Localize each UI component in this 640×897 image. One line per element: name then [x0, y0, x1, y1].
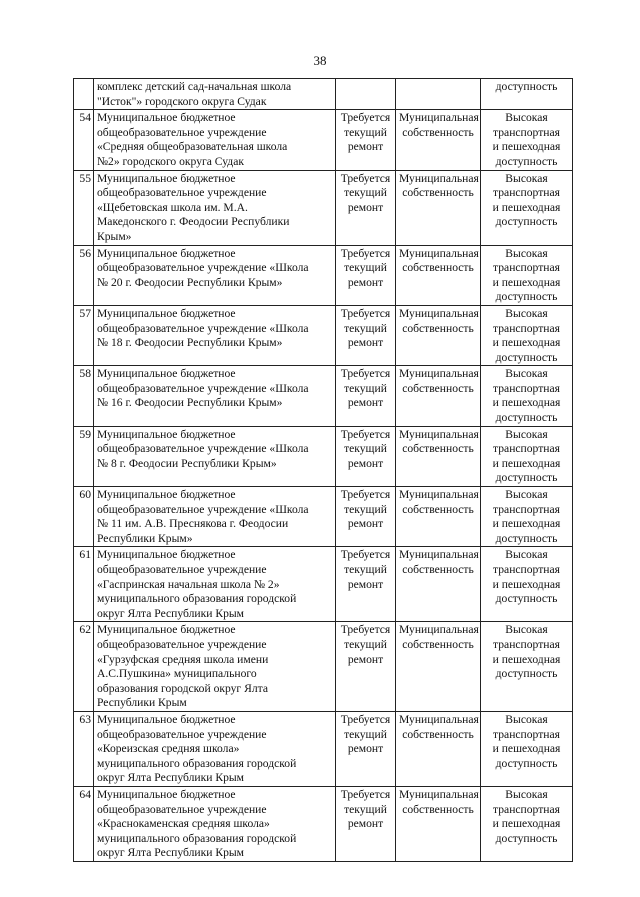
school-name-cell	[94, 170, 336, 245]
cell-line: Высокая	[505, 787, 548, 801]
cell-line: Муниципальное бюджетное	[97, 306, 236, 320]
cell-line: Муниципальная	[399, 548, 479, 562]
row-number-cell: 55	[74, 170, 94, 245]
work-required-cell	[336, 366, 396, 426]
work-required-cell	[336, 547, 396, 622]
cell-line: ремонт	[347, 742, 384, 756]
cell-line: округ Ялта Республики Крым	[97, 606, 245, 620]
cell-line: и пешеходная	[492, 456, 561, 470]
cell-line: «Краснокаменская средняя школа»	[97, 817, 270, 831]
cell-line: собственность	[402, 637, 474, 651]
cell-line: Муниципальная	[399, 712, 479, 726]
reason-cell	[481, 487, 573, 547]
cell-line: образования городской округ Ялта	[97, 681, 268, 695]
reason-cell	[481, 547, 573, 622]
row-number-cell: 62	[74, 622, 94, 712]
cell-line: «Средняя общеобразовательная школа	[97, 140, 288, 154]
table-row	[74, 487, 573, 547]
cell-line: общеобразовательное учреждение «Школа	[97, 321, 309, 335]
cell-line: и пешеходная	[492, 336, 561, 350]
school-name-cell	[94, 245, 336, 305]
work-required-cell	[336, 711, 396, 786]
cell-line: собственность	[402, 321, 474, 335]
cell-line: округ Ялта Республики Крым	[97, 846, 245, 860]
cell-line: Муниципальное бюджетное	[97, 367, 236, 381]
cell-line: собственность	[402, 802, 474, 816]
work-required-cell	[336, 170, 396, 245]
cell-line: ремонт	[347, 577, 384, 591]
cell-line: текущий	[344, 261, 387, 275]
cell-line: ремонт	[347, 817, 384, 831]
cell-line: доступность	[495, 592, 558, 606]
cell-line: Муниципальное бюджетное	[97, 712, 236, 726]
cell-line: текущий	[344, 125, 387, 139]
cell-line: Муниципальная	[399, 367, 479, 381]
cell-line: и пешеходная	[492, 275, 561, 289]
school-name-cell	[94, 110, 336, 170]
table-row	[74, 547, 573, 622]
cell-line: муниципального образования городской	[97, 592, 297, 606]
cell-line: Высокая	[505, 111, 548, 125]
ownership-cell	[396, 245, 481, 305]
cell-line: № 11 им. А.В. Преснякова г. Феодосии	[97, 517, 289, 531]
ownership-cell	[396, 622, 481, 712]
cell-line: общеобразовательное учреждение «Школа	[97, 261, 309, 275]
cell-line: транспортная	[493, 563, 560, 576]
cell-line: текущий	[344, 563, 387, 576]
cell-line: общеобразовательное учреждение	[97, 727, 267, 741]
ownership-cell	[396, 110, 481, 170]
cell-line: транспортная	[493, 442, 560, 456]
school-name-cell	[94, 622, 336, 712]
page-number: 38	[313, 53, 327, 68]
cell-line: доступность	[495, 411, 558, 425]
cell-line: Крым»	[97, 229, 132, 243]
cell-line: собственность	[402, 563, 474, 576]
cell-line: доступность	[495, 471, 558, 485]
school-name-cell	[94, 305, 336, 365]
cell-line: Высокая	[505, 623, 548, 637]
school-name-cell	[94, 487, 336, 547]
cell-line: Требуется	[340, 427, 391, 441]
reason-cell	[481, 622, 573, 712]
table-row	[74, 426, 573, 486]
cell-line: и пешеходная	[492, 742, 561, 756]
cell-line: Муниципальная	[399, 623, 479, 637]
cell-line: Муниципальное бюджетное	[97, 111, 236, 125]
cell-line: общеобразовательное учреждение	[97, 563, 267, 576]
table-row	[74, 170, 573, 245]
cell-line: Муниципальное бюджетное	[97, 246, 236, 260]
cell-line: текущий	[344, 802, 387, 816]
cell-line: Высокая	[505, 171, 548, 185]
reason-cell	[481, 711, 573, 786]
cell-line: «Гурзуфская средняя школа имени	[97, 652, 269, 666]
cell-line: Требуется	[340, 548, 391, 562]
cell-line: доступность	[495, 667, 558, 681]
school-name-cell	[94, 426, 336, 486]
cell-line: Высокая	[505, 712, 548, 726]
ownership-cell	[396, 786, 481, 861]
cell-line: общеобразовательное учреждение «Школа	[97, 442, 309, 456]
table-row	[74, 245, 573, 305]
cell-line: собственность	[402, 125, 474, 139]
row-number-cell: 63	[74, 711, 94, 786]
cell-line: транспортная	[493, 637, 560, 651]
row-number-cell: 59	[74, 426, 94, 486]
work-required-cell	[336, 487, 396, 547]
cell-line: общеобразовательное учреждение	[97, 637, 267, 651]
table-body	[74, 79, 573, 862]
cell-line: текущий	[344, 321, 387, 335]
cell-line: Требуется	[340, 488, 391, 502]
cell-line: доступность	[495, 831, 558, 845]
cell-line: ремонт	[347, 336, 384, 350]
cell-line: текущий	[344, 637, 387, 651]
row-number-cell: 61	[74, 547, 94, 622]
table-row	[74, 110, 573, 170]
school-name-cell	[94, 711, 336, 786]
cell-line: «Гаспринская начальная школа № 2»	[97, 577, 280, 591]
cell-line: текущий	[344, 381, 387, 395]
cell-line: Македонского г. Феодосии Республики	[97, 215, 290, 229]
cell-line: общеобразовательное учреждение «Школа	[97, 381, 309, 395]
cell-line: собственность	[402, 442, 474, 456]
cell-line: муниципального образования городской	[97, 756, 297, 770]
ownership-cell	[396, 170, 481, 245]
cell-line: общеобразовательное учреждение	[97, 125, 267, 139]
cell-line: транспортная	[493, 727, 560, 741]
school-name-cell	[94, 79, 336, 110]
cell-line: Требуется	[340, 712, 391, 726]
cell-line: №2» городского округа Судак	[97, 154, 244, 168]
cell-line: Муниципальное бюджетное	[97, 548, 236, 562]
schools-table	[73, 78, 573, 862]
reason-cell	[481, 170, 573, 245]
cell-line: ремонт	[347, 140, 384, 154]
cell-line: текущий	[344, 727, 387, 741]
cell-line: доступность	[495, 350, 558, 364]
cell-line: "Исток"» городского округа Судак	[97, 94, 267, 108]
cell-line: собственность	[402, 186, 474, 200]
cell-line: № 16 г. Феодосии Республики Крым»	[97, 396, 283, 410]
table-row	[74, 366, 573, 426]
cell-line: собственность	[402, 502, 474, 516]
ownership-cell	[396, 426, 481, 486]
cell-line: Высокая	[505, 427, 548, 441]
cell-line: Муниципальное бюджетное	[97, 427, 236, 441]
row-number-cell: 58	[74, 366, 94, 426]
cell-line: Муниципальная	[399, 427, 479, 441]
cell-line: Муниципальная	[399, 306, 479, 320]
cell-line: ремонт	[347, 652, 384, 666]
ownership-cell	[396, 711, 481, 786]
cell-line: Муниципальная	[399, 111, 479, 125]
school-name-cell	[94, 786, 336, 861]
cell-line: А.С.Пушкина» муниципального	[97, 667, 257, 681]
work-required-cell	[336, 245, 396, 305]
cell-line: № 20 г. Феодосии Республики Крым»	[97, 275, 283, 289]
ownership-cell	[396, 547, 481, 622]
cell-line: комплекс детский сад-начальная школа	[97, 80, 292, 93]
cell-line: и пешеходная	[492, 140, 561, 154]
work-required-cell	[336, 786, 396, 861]
cell-line: Муниципальная	[399, 246, 479, 260]
cell-line: муниципального образования городской	[97, 831, 297, 845]
cell-line: Республики Крым	[97, 696, 187, 710]
work-required-cell	[336, 79, 396, 110]
ownership-cell	[396, 305, 481, 365]
cell-line: общеобразовательное учреждение	[97, 802, 267, 816]
cell-line: Требуется	[340, 171, 391, 185]
ownership-cell	[396, 487, 481, 547]
cell-line: текущий	[344, 442, 387, 456]
cell-line: доступность	[495, 215, 558, 229]
cell-line: Высокая	[505, 548, 548, 562]
cell-line: округ Ялта Республики Крым	[97, 771, 245, 785]
cell-line: общеобразовательное учреждение	[97, 186, 267, 200]
cell-line: Высокая	[505, 488, 548, 502]
cell-line: Высокая	[505, 306, 548, 320]
cell-line: транспортная	[493, 381, 560, 395]
cell-line: транспортная	[493, 502, 560, 516]
cell-line: Муниципальное бюджетное	[97, 171, 236, 185]
cell-line: текущий	[344, 186, 387, 200]
work-required-cell	[336, 110, 396, 170]
work-required-cell	[336, 622, 396, 712]
school-name-cell	[94, 547, 336, 622]
cell-line: Требуется	[340, 787, 391, 801]
cell-line: № 8 г. Феодосии Республики Крым»	[97, 456, 277, 470]
cell-line: «Кореизская средняя школа»	[97, 742, 240, 756]
cell-line: текущий	[344, 502, 387, 516]
reason-cell	[481, 79, 573, 110]
table-row	[74, 786, 573, 861]
cell-line: доступность	[495, 80, 558, 93]
cell-line: ремонт	[347, 517, 384, 531]
reason-cell	[481, 305, 573, 365]
cell-line: и пешеходная	[492, 517, 561, 531]
cell-line: и пешеходная	[492, 817, 561, 831]
table-row	[74, 711, 573, 786]
cell-line: Муниципальное бюджетное	[97, 623, 236, 637]
cell-line: ремонт	[347, 200, 384, 214]
table-row	[74, 305, 573, 365]
cell-line: транспортная	[493, 261, 560, 275]
cell-line: Высокая	[505, 367, 548, 381]
row-number-cell	[74, 79, 94, 110]
cell-line: Требуется	[340, 623, 391, 637]
cell-line: и пешеходная	[492, 396, 561, 410]
cell-line: Муниципальная	[399, 787, 479, 801]
reason-cell	[481, 426, 573, 486]
cell-line: Муниципальное бюджетное	[97, 787, 236, 801]
cell-line: № 18 г. Феодосии Республики Крым»	[97, 336, 283, 350]
row-number-cell: 60	[74, 487, 94, 547]
cell-line: Высокая	[505, 246, 548, 260]
ownership-cell	[396, 366, 481, 426]
cell-line: Муниципальная	[399, 171, 479, 185]
table-row	[74, 622, 573, 712]
cell-line: Требуется	[340, 111, 391, 125]
reason-cell	[481, 245, 573, 305]
cell-line: транспортная	[493, 321, 560, 335]
cell-line: Республики Крым»	[97, 531, 193, 545]
cell-line: ремонт	[347, 456, 384, 470]
cell-line: собственность	[402, 261, 474, 275]
cell-line: Муниципальная	[399, 488, 479, 502]
work-required-cell	[336, 426, 396, 486]
cell-line: доступность	[495, 154, 558, 168]
cell-line: собственность	[402, 727, 474, 741]
cell-line: транспортная	[493, 125, 560, 139]
cell-line: общеобразовательное учреждение «Школа	[97, 502, 309, 516]
table-row	[74, 79, 573, 110]
reason-cell	[481, 366, 573, 426]
work-required-cell	[336, 305, 396, 365]
cell-line: собственность	[402, 381, 474, 395]
ownership-cell	[396, 79, 481, 110]
school-name-cell	[94, 366, 336, 426]
reason-cell	[481, 110, 573, 170]
reason-cell	[481, 786, 573, 861]
cell-line: Требуется	[340, 367, 391, 381]
cell-line: доступность	[495, 290, 558, 304]
cell-line: «Щебетовская школа им. М.А.	[97, 200, 248, 214]
cell-line: доступность	[495, 531, 558, 545]
cell-line: и пешеходная	[492, 577, 561, 591]
cell-line: транспортная	[493, 186, 560, 200]
cell-line: ремонт	[347, 396, 384, 410]
cell-line: Муниципальное бюджетное	[97, 488, 236, 502]
cell-line: Требуется	[340, 306, 391, 320]
cell-line: доступность	[495, 756, 558, 770]
row-number-cell: 57	[74, 305, 94, 365]
cell-line: ремонт	[347, 275, 384, 289]
cell-line: и пешеходная	[492, 200, 561, 214]
cell-line: Требуется	[340, 246, 391, 260]
row-number-cell: 56	[74, 245, 94, 305]
cell-line: и пешеходная	[492, 652, 561, 666]
row-number-cell: 54	[74, 110, 94, 170]
cell-line: транспортная	[493, 802, 560, 816]
row-number-cell: 64	[74, 786, 94, 861]
